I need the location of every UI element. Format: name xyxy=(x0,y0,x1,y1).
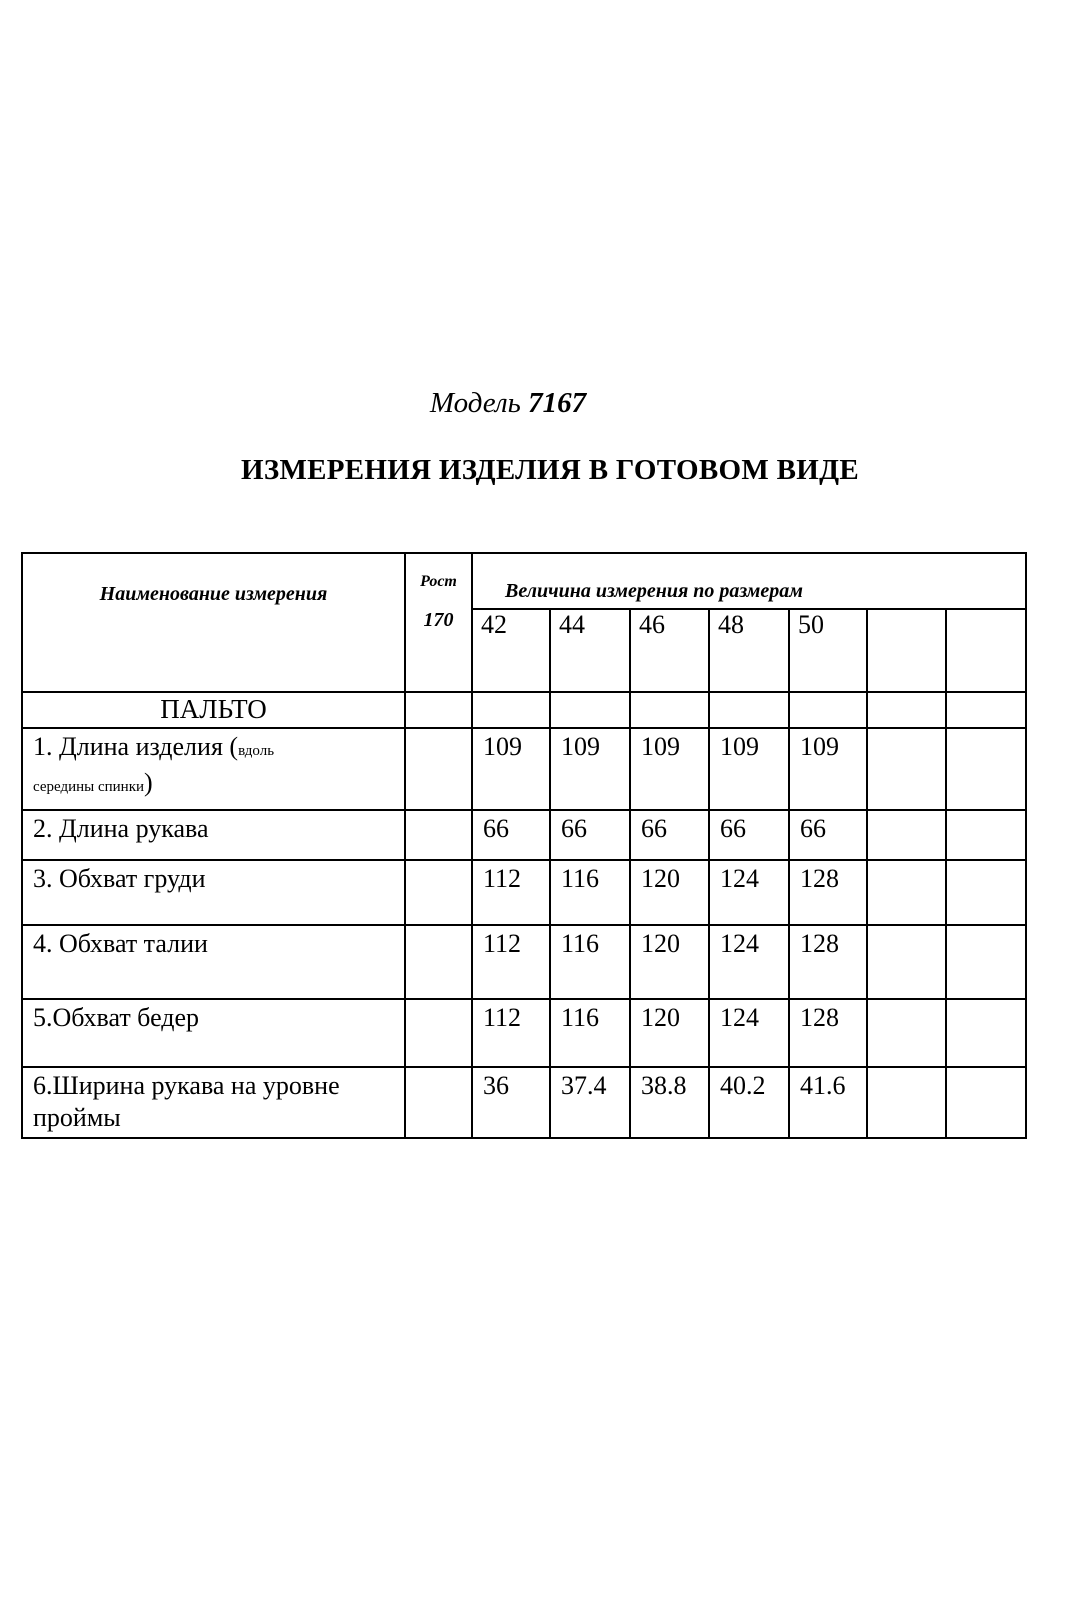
value-cell: 120 xyxy=(630,925,709,999)
value-cell xyxy=(946,925,1026,999)
height-value: 170 xyxy=(423,609,454,631)
measurement-name: 1. Длина изделия (вдоль середины спинки) xyxy=(22,728,405,810)
size-cell: 48 xyxy=(709,609,789,692)
value-cell: 128 xyxy=(789,925,867,999)
value-cell: 41.6 xyxy=(789,1067,867,1138)
sizes-header: Величина измерения по размерам xyxy=(472,553,1026,609)
measurements-table xyxy=(21,552,1027,1139)
section-label: ПАЛЬТО xyxy=(22,692,405,728)
model-label: Модель xyxy=(429,387,521,419)
value-cell: 109 xyxy=(709,728,789,810)
height-cell xyxy=(405,860,472,925)
value-cell: 38.8 xyxy=(630,1067,709,1138)
value-cell: 116 xyxy=(550,925,630,999)
empty-cell xyxy=(405,692,472,728)
value-cell: 37.4 xyxy=(550,1067,630,1138)
size-cell: 46 xyxy=(630,609,709,692)
value-cell: 109 xyxy=(550,728,630,810)
value-cell: 109 xyxy=(630,728,709,810)
value-cell xyxy=(946,999,1026,1067)
section-row xyxy=(22,692,1026,728)
size-cell xyxy=(946,609,1026,692)
value-cell: 116 xyxy=(550,860,630,925)
measurement-name: 5.Обхват бедер xyxy=(22,999,405,1067)
value-cell: 109 xyxy=(472,728,550,810)
height-header xyxy=(405,553,472,692)
value-cell: 120 xyxy=(630,999,709,1067)
table-row xyxy=(22,925,1026,999)
empty-cell xyxy=(630,692,709,728)
height-cell xyxy=(405,810,472,860)
value-cell: 40.2 xyxy=(709,1067,789,1138)
value-cell xyxy=(867,925,946,999)
value-cell xyxy=(946,1067,1026,1138)
measurement-name: 2. Длина рукава xyxy=(22,810,405,860)
height-cell xyxy=(405,1067,472,1138)
value-cell: 109 xyxy=(789,728,867,810)
table-row xyxy=(22,728,1026,810)
size-cell: 42 xyxy=(472,609,550,692)
model-number: 7167 xyxy=(528,387,587,419)
size-cell xyxy=(867,609,946,692)
header-row xyxy=(22,553,1026,609)
value-cell: 112 xyxy=(472,999,550,1067)
empty-cell xyxy=(946,692,1026,728)
value-cell: 124 xyxy=(709,925,789,999)
value-cell: 128 xyxy=(789,999,867,1067)
empty-cell xyxy=(550,692,630,728)
value-cell xyxy=(867,810,946,860)
height-cell xyxy=(405,925,472,999)
model-title xyxy=(0,383,1016,423)
table-row xyxy=(22,999,1026,1067)
table-row xyxy=(22,810,1026,860)
size-cell: 50 xyxy=(789,609,867,692)
value-cell: 66 xyxy=(630,810,709,860)
value-cell: 120 xyxy=(630,860,709,925)
value-cell: 124 xyxy=(709,999,789,1067)
measurement-name-header: Наименование измерения xyxy=(22,553,405,692)
value-cell xyxy=(867,999,946,1067)
height-cell xyxy=(405,728,472,810)
value-cell: 36 xyxy=(472,1067,550,1138)
document-heading: ИЗМЕРЕНИЯ ИЗДЕЛИЯ В ГОТОВОМ ВИДЕ xyxy=(240,454,860,486)
measurement-name: 3. Обхват груди xyxy=(22,860,405,925)
empty-cell xyxy=(867,692,946,728)
value-cell xyxy=(867,728,946,810)
measurement-name: 6.Ширина рукава на уровне проймы xyxy=(22,1067,405,1138)
height-cell xyxy=(405,999,472,1067)
value-cell xyxy=(946,810,1026,860)
height-label: Рост xyxy=(420,573,457,590)
value-cell: 66 xyxy=(472,810,550,860)
size-cell: 44 xyxy=(550,609,630,692)
value-cell: 124 xyxy=(709,860,789,925)
value-cell: 128 xyxy=(789,860,867,925)
table-row xyxy=(22,860,1026,925)
empty-cell xyxy=(472,692,550,728)
value-cell xyxy=(867,1067,946,1138)
value-cell xyxy=(867,860,946,925)
value-cell: 66 xyxy=(789,810,867,860)
empty-cell xyxy=(789,692,867,728)
value-cell: 66 xyxy=(709,810,789,860)
empty-cell xyxy=(709,692,789,728)
value-cell: 116 xyxy=(550,999,630,1067)
value-cell xyxy=(946,860,1026,925)
table-row xyxy=(22,1067,1026,1138)
value-cell: 66 xyxy=(550,810,630,860)
value-cell xyxy=(946,728,1026,810)
value-cell: 112 xyxy=(472,925,550,999)
value-cell: 112 xyxy=(472,860,550,925)
measurement-name: 4. Обхват талии xyxy=(22,925,405,999)
